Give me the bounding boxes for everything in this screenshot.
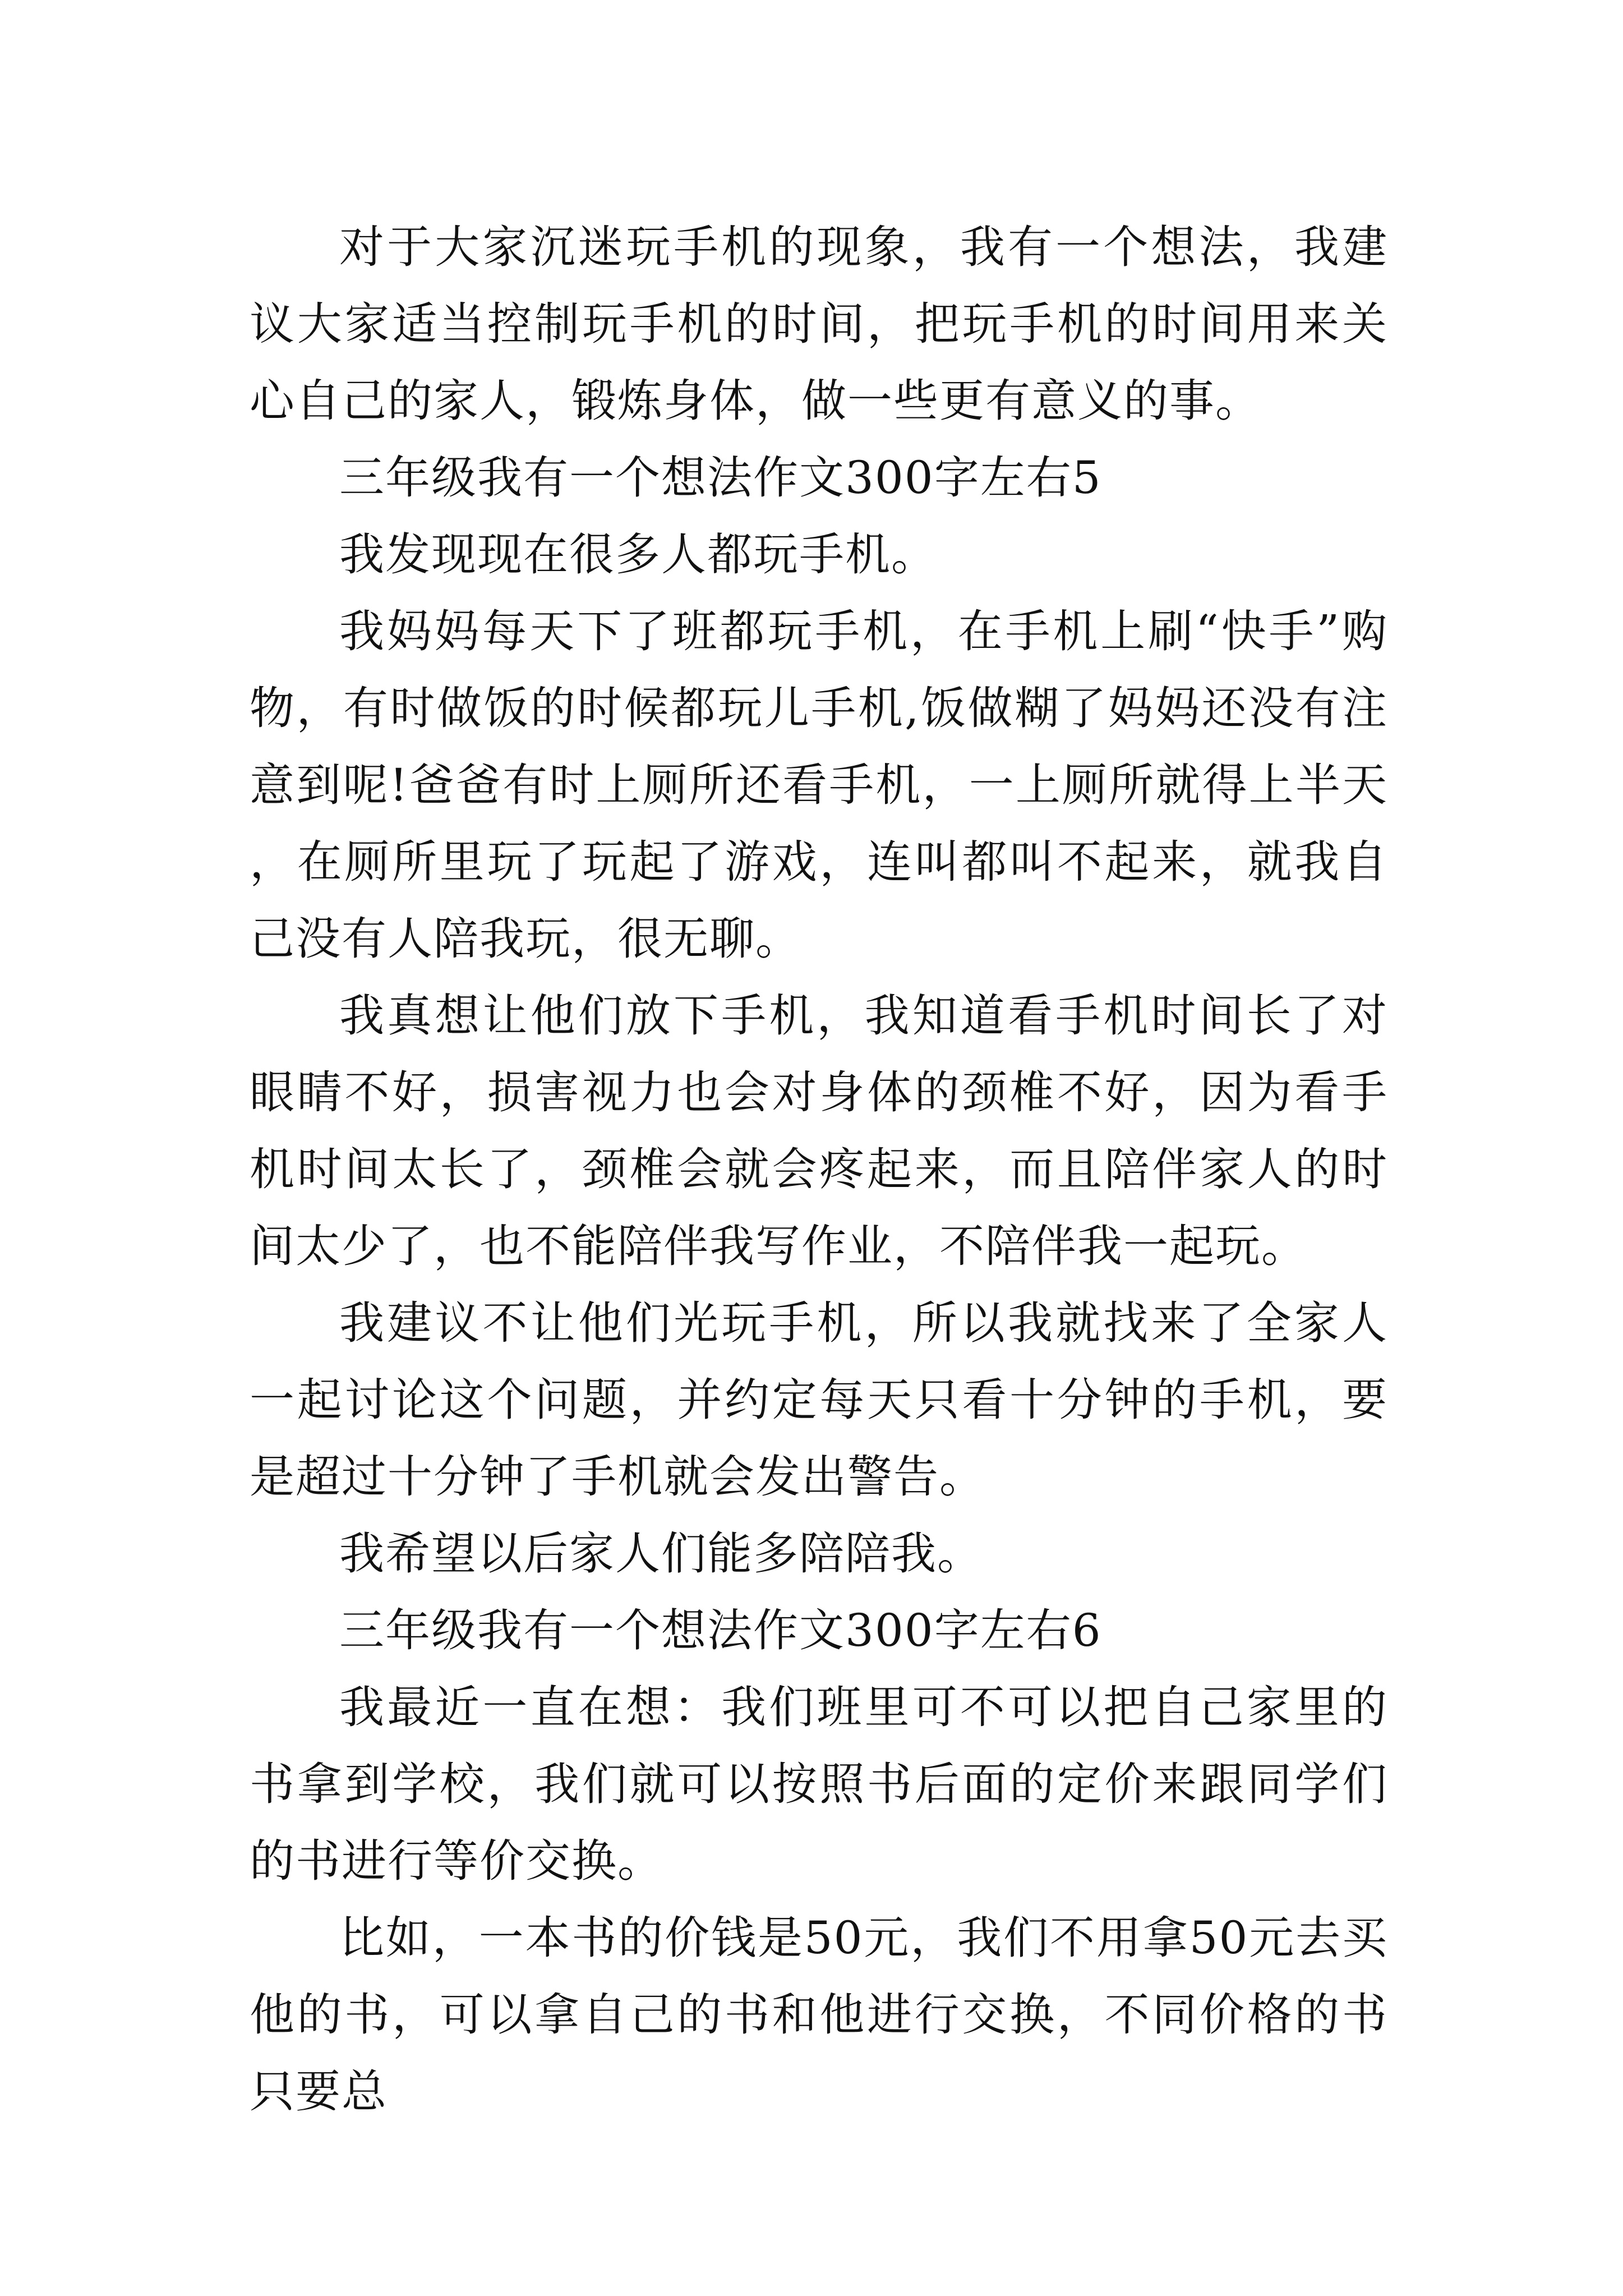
essay-heading-6: 三年级我有一个想法作文300字左右6 (339, 1604, 1102, 1657)
paragraph-screen-time-suggestion: 对于大家沉迷玩手机的现象，我有一个想法，我建议大家适当控制玩手机的时间，把玩手机的时间用来关心自己的家人，锻炼身体，做一些更有意义的事。 (250, 221, 1388, 427)
paragraph-book-exchange-idea: 我最近一直在想：我们班里可不可以把自己家里的书拿到学校，我们就可以按照书后面的定价来跟同学们的书进行等价交换。 (250, 1681, 1388, 1887)
document-body (250, 209, 1388, 2130)
paragraph-wish: 我希望以后家人们能多陪陪我。 (339, 1527, 983, 1580)
paragraph-family-agreement: 我建议不让他们光玩手机，所以我就找来了全家人一起讨论这个问题，并约定每天只看十分钟的手机，要是超过十分钟了手机就会发出警告。 (250, 1297, 1388, 1503)
paragraph-health-concerns: 我真想让他们放下手机，我知道看手机时间长了对眼睛不好，损害视力也会对身体的颈椎不好，因为看手机时间太长了，颈椎会就会疼起来，而且陪伴家人的时间太少了，也不能陪伴我写作业，不陪伴我一起玩。 (250, 990, 1388, 1272)
essay-heading-5: 三年级我有一个想法作文300字左右5 (339, 452, 1102, 504)
paragraph-family-phone-use: 我妈妈每天下了班都玩手机，在手机上刷“快手”购物，有时做饭的时候都玩儿手机,饭做糊了妈妈还没有注意到呢!爸爸有时上厕所还看手机，一上厕所就得上半天，在厕所里玩了玩起了游戏，连叫都叫不起来，就我自己没有人陪我玩，很无聊。 (250, 605, 1388, 965)
paragraph-observation: 我发现现在很多人都玩手机。 (339, 528, 937, 581)
paragraph-book-exchange-example: 比如，一本书的价钱是50元，我们不用拿50元去买他的书，可以拿自己的书和他进行交换，不同价格的书只要总 (250, 1912, 1388, 2118)
